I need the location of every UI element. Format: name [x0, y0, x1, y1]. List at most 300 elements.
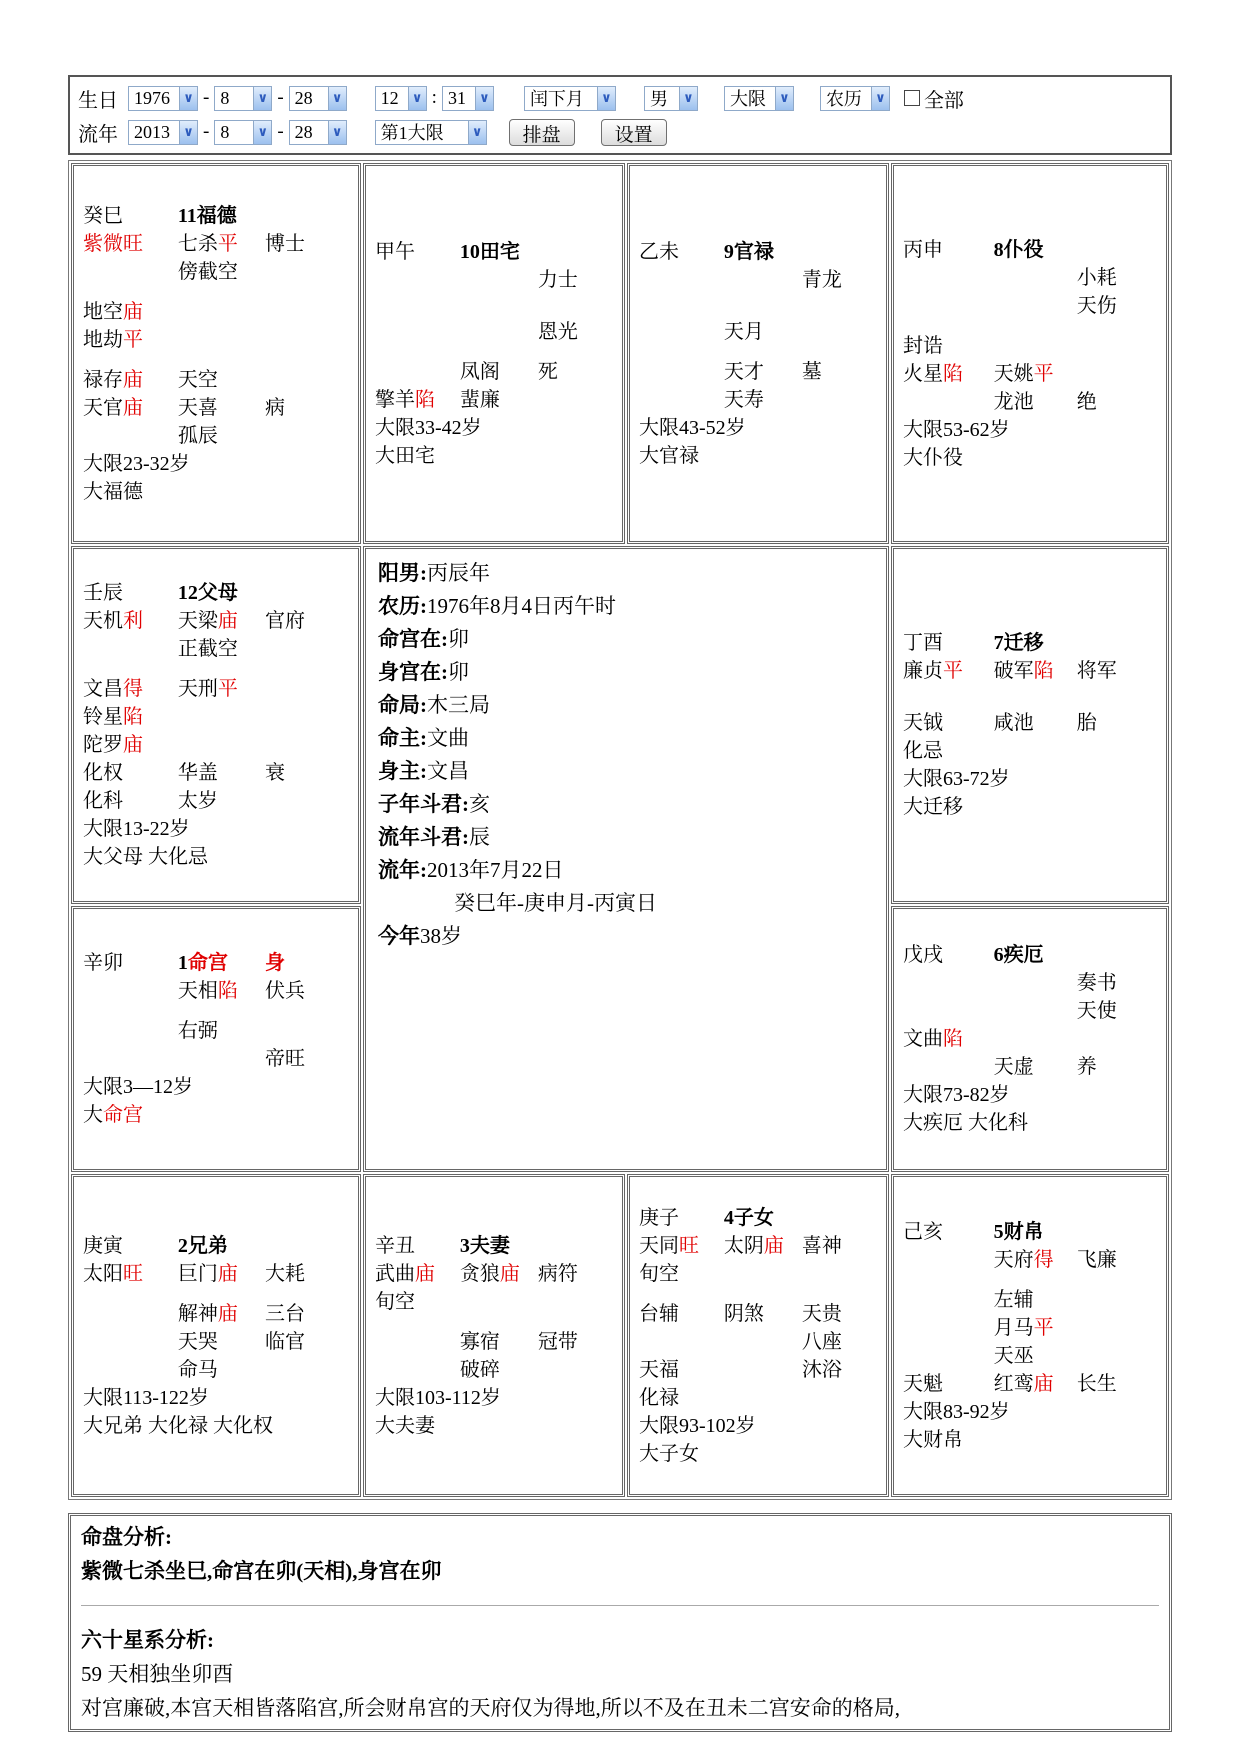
- palace-line: [80, 1045, 352, 1073]
- palace-col-1: [994, 1314, 1054, 1342]
- star-text: 天空: [177, 368, 218, 391]
- star-text: 胎: [1076, 712, 1097, 734]
- star-text: 官府: [264, 610, 305, 632]
- chevron-down-icon: ∨: [253, 87, 271, 110]
- star-text-red: 平: [1033, 1316, 1054, 1339]
- palace-bottom-line: [372, 442, 616, 470]
- liunian-year-select[interactable]: [128, 120, 198, 145]
- star-text: 破碎: [459, 1358, 500, 1381]
- star-text: 咸池: [993, 712, 1034, 734]
- palace-col-1: [994, 236, 1044, 264]
- spacer: [900, 320, 1160, 332]
- star-text: 将军: [1076, 660, 1117, 682]
- analysis-panel: [68, 1513, 1172, 1732]
- star-text: 命马: [177, 1358, 218, 1381]
- palace-line: [900, 941, 1160, 969]
- palace-col-2: [802, 358, 822, 386]
- palace-col-1: [460, 1232, 510, 1260]
- palace-line: [80, 949, 352, 977]
- palace-line: [900, 629, 1160, 657]
- palace-bottom-line: [636, 414, 880, 442]
- info-label: 农历:: [378, 594, 427, 618]
- palace-10-tianzhai: [363, 163, 625, 544]
- palace-col-1: [994, 1286, 1034, 1314]
- palace-line: [636, 318, 880, 346]
- palace-col-1: [724, 1300, 764, 1328]
- star-text-red: 陷: [943, 1028, 963, 1050]
- calendar-select[interactable]: [820, 86, 890, 111]
- info-value: 卯: [448, 627, 469, 651]
- palace-line: [900, 1053, 1160, 1081]
- birth-minute-select[interactable]: [442, 86, 494, 111]
- star-text-red: 紫微: [83, 232, 123, 255]
- palace-line: [80, 298, 352, 326]
- star-text-red: 得: [123, 678, 143, 700]
- palace-col-1: [724, 318, 764, 346]
- star-text: 临官: [264, 1330, 305, 1353]
- palace-col-0: [375, 386, 435, 414]
- palace-line: [900, 709, 1160, 737]
- star-text: 天虚: [993, 1056, 1034, 1078]
- palace-line: [636, 1384, 880, 1412]
- star-text-red: 庙: [217, 1302, 238, 1325]
- palace-col-1: [994, 388, 1034, 416]
- palace-bottom-line: [80, 478, 352, 506]
- palace-col-0: [639, 1356, 679, 1384]
- palace-line: [372, 238, 616, 266]
- palace-col-0: [83, 759, 123, 787]
- info-value: 辰: [469, 825, 490, 849]
- palace-line: [80, 977, 352, 1005]
- spacer: [636, 294, 880, 318]
- star-text: 己亥: [903, 1220, 943, 1243]
- center-info-line: [378, 590, 874, 623]
- spacer: [80, 1288, 352, 1300]
- liunian-day-select[interactable]: [289, 120, 347, 145]
- palace-col-2: [538, 318, 578, 346]
- center-info-line: [378, 689, 874, 722]
- star-text: 天同: [639, 1234, 679, 1257]
- selected-value: 第1大限: [380, 123, 444, 143]
- star-text: 天哭: [177, 1330, 218, 1353]
- star-text: 辛卯: [83, 952, 123, 974]
- star-text: 蜚廉: [459, 388, 500, 411]
- info-label: 阳男:: [378, 561, 427, 585]
- spacer: [900, 1274, 1160, 1286]
- star-text-red: 庙: [123, 396, 143, 419]
- center-info-line: [378, 887, 874, 920]
- star-text: 病: [264, 396, 285, 419]
- star-text: 大限83-92岁: [903, 1400, 1010, 1423]
- star-text-red: 陷: [123, 706, 143, 728]
- star-text: 正截空: [177, 638, 238, 660]
- palace-bottom-line: [636, 1440, 880, 1468]
- palace-bottom-line: [636, 1412, 880, 1440]
- info-value: 卯: [448, 660, 469, 684]
- birth-month-select[interactable]: [214, 86, 272, 111]
- star-text-red: 平: [943, 660, 963, 682]
- palace-col-1: [178, 1260, 238, 1288]
- info-value: 文昌: [427, 759, 469, 783]
- palace-bottom-line: [372, 414, 616, 442]
- palace-col-1: [724, 1204, 774, 1232]
- star-text: 乙未: [639, 240, 679, 263]
- palace-bottom-line: [900, 1398, 1160, 1426]
- palace-col-0: [83, 703, 143, 731]
- palace-col-1: [724, 1232, 784, 1260]
- palace-3-fuqi: [363, 1174, 625, 1497]
- star-text: 禄存: [83, 368, 123, 391]
- palace-line: [900, 360, 1160, 388]
- star-text: 龙池: [993, 390, 1034, 413]
- spacer: [80, 1005, 352, 1017]
- palace-col-0: [903, 737, 943, 765]
- star-text: 天寿: [723, 388, 764, 411]
- palace-bottom-line: [80, 843, 352, 871]
- palace-col-0: [903, 236, 943, 264]
- info-value: 2013年7月22日: [427, 858, 564, 882]
- palace-col-1: [178, 1232, 228, 1260]
- palace-col-1: [460, 358, 500, 386]
- star-text: 八座: [801, 1330, 842, 1353]
- star-text: 5财帛: [993, 1220, 1044, 1243]
- palace-col-0: [83, 607, 143, 635]
- star-text-red: 庙: [123, 734, 143, 756]
- star-text-red: 平: [217, 232, 238, 255]
- star-text: 火星: [903, 362, 943, 385]
- star-text: 大福德: [83, 480, 143, 503]
- palace-12-fumu: [71, 546, 361, 904]
- selected-value: 28: [294, 87, 313, 108]
- star-text: 破军: [993, 660, 1034, 682]
- palace-col-0: [375, 238, 415, 266]
- star-text: 恩光: [537, 320, 578, 343]
- chevron-down-icon: ∨: [328, 121, 346, 144]
- info-label: 子年斗君:: [378, 792, 469, 816]
- palace-col-2: [1077, 1246, 1117, 1274]
- star-text: 解神: [177, 1302, 218, 1325]
- star-text: 伏兵: [264, 980, 305, 1002]
- center-info-line: [378, 656, 874, 689]
- palace-line: [900, 1286, 1160, 1314]
- palace-col-2: [265, 230, 305, 258]
- palace-col-2: [265, 1045, 305, 1073]
- star-text: 甲午: [375, 240, 415, 263]
- star-text: 青龙: [801, 268, 842, 291]
- info-label: 今年: [378, 924, 420, 948]
- palace-line: [636, 1232, 880, 1260]
- selected-value: 1976: [134, 87, 170, 108]
- palace-col-0: [83, 366, 143, 394]
- palace-bottom-line: [372, 1412, 616, 1440]
- palace-col-0: [903, 629, 943, 657]
- palace-col-0: [375, 1288, 415, 1316]
- palace-col-0: [639, 1232, 699, 1260]
- palace-line: [372, 1288, 616, 1316]
- star-text: 12父母: [177, 582, 238, 604]
- palace-bottom-line: [636, 442, 880, 470]
- palace-line: [80, 703, 352, 731]
- palace-line: [900, 388, 1160, 416]
- palace-col-0: [83, 949, 123, 977]
- star-text: 三台: [264, 1302, 305, 1325]
- star-text: 天魁: [903, 1372, 943, 1395]
- spacer: [636, 1288, 880, 1300]
- star-text: 力士: [537, 268, 578, 291]
- star-text-red: 庙: [1033, 1372, 1054, 1395]
- palace-col-1: [460, 386, 500, 414]
- palace-col-0: [83, 202, 123, 230]
- info-label: 命宫在:: [378, 627, 448, 651]
- selected-value: 8: [220, 121, 230, 142]
- all-label: 全部: [923, 89, 964, 112]
- center-info-line: [378, 722, 874, 755]
- birth-year-select[interactable]: [128, 86, 198, 111]
- palace-col-2: [802, 266, 842, 294]
- palace-4-zinv: [627, 1174, 889, 1497]
- birth-day-select[interactable]: [289, 86, 347, 111]
- palace-col-1: [724, 386, 764, 414]
- palace-bottom-line: [900, 765, 1160, 793]
- star-text: 旬空: [375, 1290, 415, 1313]
- palace-col-0: [83, 1260, 143, 1288]
- divider: [81, 1605, 1159, 1606]
- star-text: 大财帛: [903, 1428, 963, 1451]
- center-info-line: [378, 557, 874, 590]
- spacer: [80, 663, 352, 675]
- star-text-red: 陷: [217, 980, 238, 1002]
- palace-line: [900, 657, 1160, 685]
- palace-line: [900, 292, 1160, 320]
- palace-line: [636, 1204, 880, 1232]
- all-checkbox[interactable]: [904, 90, 920, 106]
- spacer: [372, 346, 616, 358]
- palace-bottom-line: [900, 793, 1160, 821]
- palace-bottom-line: [80, 450, 352, 478]
- center-info-line: [378, 623, 874, 656]
- star-text-red: 庙: [763, 1234, 784, 1257]
- star-text: 庚寅: [83, 1234, 123, 1257]
- star-text: 大限73-82岁: [903, 1084, 1010, 1106]
- palace-col-1: [178, 787, 218, 815]
- center-info-line: [378, 854, 874, 887]
- palace-line: [900, 332, 1160, 360]
- palace-col-1: [178, 949, 228, 977]
- palace-col-2: [538, 358, 558, 386]
- palace-col-2: [1077, 1053, 1097, 1081]
- chevron-down-icon: ∨: [597, 87, 615, 110]
- palace-col-0: [83, 1232, 123, 1260]
- palace-line: [900, 264, 1160, 292]
- palace-col-1: [178, 1017, 218, 1045]
- paipan-button[interactable]: 排盘: [509, 119, 575, 146]
- star-text-red: 命宫: [187, 952, 228, 974]
- separator: -: [277, 87, 284, 108]
- palace-col-0: [903, 1370, 943, 1398]
- palace-col-2: [1077, 969, 1117, 997]
- palace-line: [80, 326, 352, 354]
- info-label: 身主:: [378, 759, 427, 783]
- palace-line: [80, 1232, 352, 1260]
- star-text: 丙申: [903, 238, 943, 261]
- info-value: 癸巳年-庚申月-丙寅日: [454, 891, 657, 915]
- star-text-red: 陷: [415, 388, 435, 411]
- star-text: 凤阁: [459, 360, 500, 383]
- star-text: 大限3—12岁: [83, 1076, 193, 1098]
- palace-line: [372, 358, 616, 386]
- star-text: 奏书: [1076, 972, 1117, 994]
- star-text: 天姚: [993, 362, 1034, 385]
- spacer: [80, 286, 352, 298]
- palace-col-2: [1077, 1370, 1117, 1398]
- palace-line: [636, 386, 880, 414]
- chart-settings-form: [68, 75, 1172, 155]
- info-value: 38岁: [420, 924, 462, 948]
- birth-settings-row: [78, 81, 1162, 115]
- star-text-red: 命宫: [103, 1104, 143, 1126]
- palace-11-fude: [71, 163, 361, 544]
- palace-line: [900, 969, 1160, 997]
- palace-col-2: [1077, 709, 1097, 737]
- palace-col-2: [265, 759, 285, 787]
- palace-col-2: [265, 394, 285, 422]
- selected-value: 2013: [134, 121, 170, 142]
- star-text: 天官: [83, 396, 123, 419]
- chevron-down-icon: ∨: [468, 121, 486, 144]
- center-info-line: [378, 788, 874, 821]
- star-text: 阴煞: [723, 1302, 764, 1325]
- star-text: 大限23-32岁: [83, 452, 190, 475]
- palace-col-1: [178, 202, 237, 230]
- palace-col-0: [83, 787, 123, 815]
- star-text: 封诰: [903, 334, 943, 357]
- palace-col-1: [178, 1356, 218, 1384]
- palace-col-1: [994, 1370, 1054, 1398]
- selected-value: 农历: [825, 89, 862, 109]
- star-text: 6疾厄: [993, 944, 1044, 966]
- settings-button[interactable]: 设置: [601, 119, 667, 146]
- palace-col-2: [265, 1300, 305, 1328]
- star-text: 大兄弟 大化禄 大化权: [83, 1414, 273, 1437]
- palace-line: [372, 1260, 616, 1288]
- star-text: 寡宿: [459, 1330, 500, 1353]
- palace-col-2: [538, 1260, 578, 1288]
- star-text: 天刑: [177, 678, 218, 700]
- palace-col-2: [802, 1356, 842, 1384]
- star-text: 小耗: [1076, 266, 1117, 289]
- palace-col-1: [724, 238, 774, 266]
- star-text: 地劫: [83, 328, 123, 351]
- mingpan-analysis-title: 命盘分析:: [81, 1525, 172, 1549]
- star-text: 天贵: [801, 1302, 842, 1325]
- star-text-red: 平: [1033, 362, 1054, 385]
- palace-col-0: [903, 1025, 963, 1053]
- spacer: [80, 354, 352, 366]
- star-text: 铃星: [83, 706, 123, 728]
- star-text: 傍截空: [177, 260, 238, 283]
- palace-col-2: [1077, 264, 1117, 292]
- palace-line: [80, 1300, 352, 1328]
- star-text: 文昌: [83, 678, 123, 700]
- palace-bottom-line: [372, 1384, 616, 1412]
- palace-bottom-line: [80, 1073, 352, 1101]
- info-value: 1976年8月4日丙午时: [427, 594, 616, 618]
- palace-col-1: [178, 258, 238, 286]
- palace-2-xiongdi: [71, 1174, 361, 1497]
- palace-col-0: [903, 709, 943, 737]
- center-info-panel: [363, 546, 889, 1172]
- birth-hour-select[interactable]: [375, 86, 427, 111]
- star-text: 8仆役: [993, 238, 1044, 261]
- palace-col-2: [265, 1328, 305, 1356]
- palace-col-2: [265, 977, 305, 1005]
- palace-col-2: [265, 949, 285, 977]
- leap-month-select[interactable]: [524, 86, 616, 111]
- selected-value: 闰下月: [529, 89, 584, 109]
- palace-bottom-line: [80, 1384, 352, 1412]
- period-select[interactable]: [375, 120, 487, 145]
- star-text: 喜神: [801, 1234, 842, 1257]
- palace-line: [80, 607, 352, 635]
- palace-col-1: [178, 1300, 238, 1328]
- palace-bottom-line: [900, 416, 1160, 444]
- palace-line: [80, 230, 352, 258]
- palace-col-0: [903, 657, 963, 685]
- star-text: 1: [177, 952, 188, 974]
- star-text-red: 得: [1033, 1248, 1054, 1271]
- daxian-select[interactable]: [724, 86, 794, 111]
- palace-col-0: [83, 675, 143, 703]
- star-text: 天才: [723, 360, 764, 383]
- star-text: 孤辰: [177, 424, 218, 447]
- palace-line: [900, 1218, 1160, 1246]
- star-text: 红鸾: [993, 1372, 1034, 1395]
- star-text: 巨门: [177, 1262, 218, 1285]
- star-text-red: 旺: [123, 232, 143, 255]
- star-text: 墓: [801, 360, 822, 383]
- palace-line: [900, 737, 1160, 765]
- star-text: 天使: [1076, 1000, 1117, 1022]
- star-text: 大夫妻: [375, 1414, 435, 1437]
- palace-line: [80, 675, 352, 703]
- star-text: 2兄弟: [177, 1234, 228, 1257]
- info-label: 流年斗君:: [378, 825, 469, 849]
- liunian-month-select[interactable]: [214, 120, 272, 145]
- gender-select[interactable]: [644, 86, 698, 111]
- palace-line: [636, 1260, 880, 1288]
- separator: -: [203, 121, 210, 142]
- palace-line: [372, 1328, 616, 1356]
- palace-col-2: [802, 1300, 842, 1328]
- palace-line: [372, 1356, 616, 1384]
- star-text: 旬空: [639, 1262, 679, 1285]
- chevron-down-icon: ∨: [408, 87, 426, 110]
- info-label: 身宫在:: [378, 660, 448, 684]
- chevron-down-icon: ∨: [475, 87, 493, 110]
- star-text: 庚子: [639, 1206, 679, 1229]
- palace-line: [636, 1356, 880, 1384]
- palace-line: [636, 1328, 880, 1356]
- palace-line: [900, 1314, 1160, 1342]
- star-text: 化禄: [639, 1386, 679, 1409]
- star-text: 天月: [723, 320, 764, 343]
- palace-col-0: [903, 1218, 943, 1246]
- palace-col-0: [903, 360, 963, 388]
- star-text: 衰: [264, 762, 285, 784]
- sixty-star-line-2: 对宫廉破,本宫天相皆落陷宫,所会财帛宫的天府仅为得地,所以不及在丑未二宫安命的格局,: [81, 1696, 900, 1720]
- spacer: [636, 346, 880, 358]
- star-text: 大限63-72岁: [903, 768, 1010, 790]
